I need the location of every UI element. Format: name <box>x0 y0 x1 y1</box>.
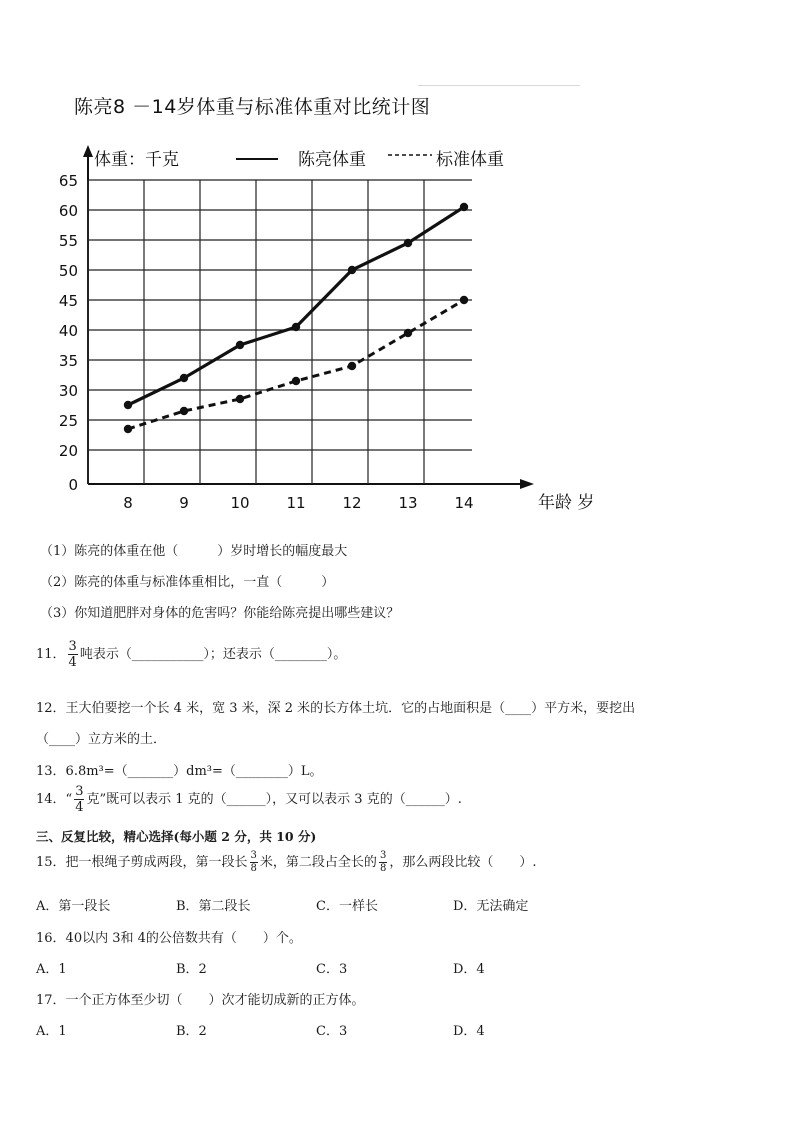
x-tick-label: 14 <box>454 494 474 512</box>
q15-option-c[interactable]: C．一样长 <box>316 899 378 914</box>
question-17: 17．一个正方体至少切（ ）次才能切成新的正方体。 <box>36 993 365 1008</box>
y-tick-label: 0 <box>68 476 78 494</box>
q15-option-d[interactable]: D．无法确定 <box>453 899 529 914</box>
question-14 <box>36 785 462 814</box>
fraction-three-quarters: $\frac{3}{4}$ <box>75 784 84 815</box>
y-tick-label: 50 <box>58 262 78 280</box>
x-tick-label: 13 <box>398 494 418 512</box>
x-tick-label: 11 <box>286 494 306 512</box>
fraction-three-eighths: $\frac{3}{8}$ <box>379 850 387 874</box>
fraction-three-quarters: $\frac{3}{4}$ <box>68 639 77 670</box>
weight-comparison-chart <box>40 135 595 520</box>
series-line-standard <box>128 300 464 429</box>
data-point-chenliang <box>292 323 300 331</box>
q11-text: 吨表示（___________）；还表示（________）。 <box>79 647 347 662</box>
q14-text: 克”既可以表示 1 克的（______），又可以表示 3 克的（______）. <box>86 792 462 807</box>
q17-option-d[interactable]: D．4 <box>453 1024 485 1039</box>
data-point-chenliang <box>348 266 356 274</box>
question-12-line-2: （____）立方米的土． <box>36 732 167 747</box>
q16-option-b[interactable]: B．2 <box>176 962 207 977</box>
x-tick-label: 12 <box>342 494 362 512</box>
y-tick-label: 20 <box>58 442 78 460</box>
q15-option-a[interactable]: A．第一段长 <box>36 899 111 914</box>
question-16: 16．40以内 3和 4的公倍数共有（ ）个。 <box>36 931 302 946</box>
y-tick-label: 30 <box>58 382 78 400</box>
y-tick-label: 60 <box>58 202 78 220</box>
data-point-chenliang <box>180 374 188 382</box>
data-point-standard <box>348 362 356 370</box>
fraction-three-eighths: $\frac{3}{8}$ <box>250 850 257 874</box>
data-point-chenliang <box>460 203 468 211</box>
y-tick-label: 45 <box>58 292 78 310</box>
legend-solid-label: 陈亮体重 <box>298 150 366 170</box>
data-point-standard <box>404 329 412 337</box>
header-rule <box>418 85 580 86</box>
data-point-standard <box>292 377 300 385</box>
x-tick-label: 8 <box>123 494 133 512</box>
question-12-line-1: 12．王大伯要挖一个长 4 米，宽 3 米，深 2 米的长方体土坑．它的占地面积是（____）平方米，要挖出 <box>36 701 636 716</box>
x-axis-arrow <box>520 479 534 489</box>
data-point-chenliang <box>124 401 132 409</box>
q17-option-a[interactable]: A．1 <box>36 1024 67 1039</box>
section-3-heading: 三、反复比较，精心选择(每小题 2 分，共 10 分) <box>36 829 317 844</box>
chart-title: 陈亮8 －14岁体重与标准体重对比统计图 <box>74 96 431 118</box>
q15-option-b[interactable]: B．第二段长 <box>176 899 251 914</box>
question-11 <box>36 640 346 669</box>
y-axis-arrow <box>83 145 93 157</box>
x-tick-label: 10 <box>230 494 250 512</box>
y-axis-label: 体重：千克 <box>94 150 179 170</box>
data-point-standard <box>460 296 468 304</box>
data-point-standard <box>180 407 188 415</box>
legend-dashed-label: 标准体重 <box>436 150 504 170</box>
q17-option-b[interactable]: B．2 <box>176 1024 207 1039</box>
question-15: 15．把一根绳子剪成两段，第一段长 $\frac{3}{8}$ 米，第二段占全长的 $\frac{3}{8}$ ，那么两段比较（ ）. <box>36 850 537 874</box>
x-axis-label: 年龄 岁 <box>538 493 595 513</box>
q16-option-d[interactable]: D．4 <box>453 962 485 977</box>
question-1: （1）陈亮的体重在他（ ）岁时增长的幅度最大 <box>40 544 348 559</box>
y-tick-label: 40 <box>58 322 78 340</box>
q17-option-c[interactable]: C．3 <box>316 1024 348 1039</box>
question-2: （2）陈亮的体重与标准体重相比，一直（ ） <box>40 575 335 590</box>
data-point-standard <box>236 395 244 403</box>
data-point-chenliang <box>236 341 244 349</box>
y-tick-label: 25 <box>58 412 78 430</box>
q16-option-c[interactable]: C．3 <box>316 962 348 977</box>
y-tick-label: 65 <box>58 172 78 190</box>
y-tick-label: 55 <box>58 232 78 250</box>
series-line-chenliang <box>128 207 464 405</box>
data-point-chenliang <box>404 239 412 247</box>
q14-number: 14．“ <box>36 792 73 807</box>
question-13: 13．6.8m³=（_______）dm³=（________）L。 <box>36 764 323 779</box>
x-tick-label: 9 <box>179 494 189 512</box>
data-point-standard <box>124 425 132 433</box>
y-tick-label: 35 <box>58 352 78 370</box>
q16-option-a[interactable]: A．1 <box>36 962 67 977</box>
q11-number: 11． <box>36 647 66 662</box>
question-3: （3）你知道肥胖对身体的危害吗？你能给陈亮提出哪些建议？ <box>40 606 400 621</box>
